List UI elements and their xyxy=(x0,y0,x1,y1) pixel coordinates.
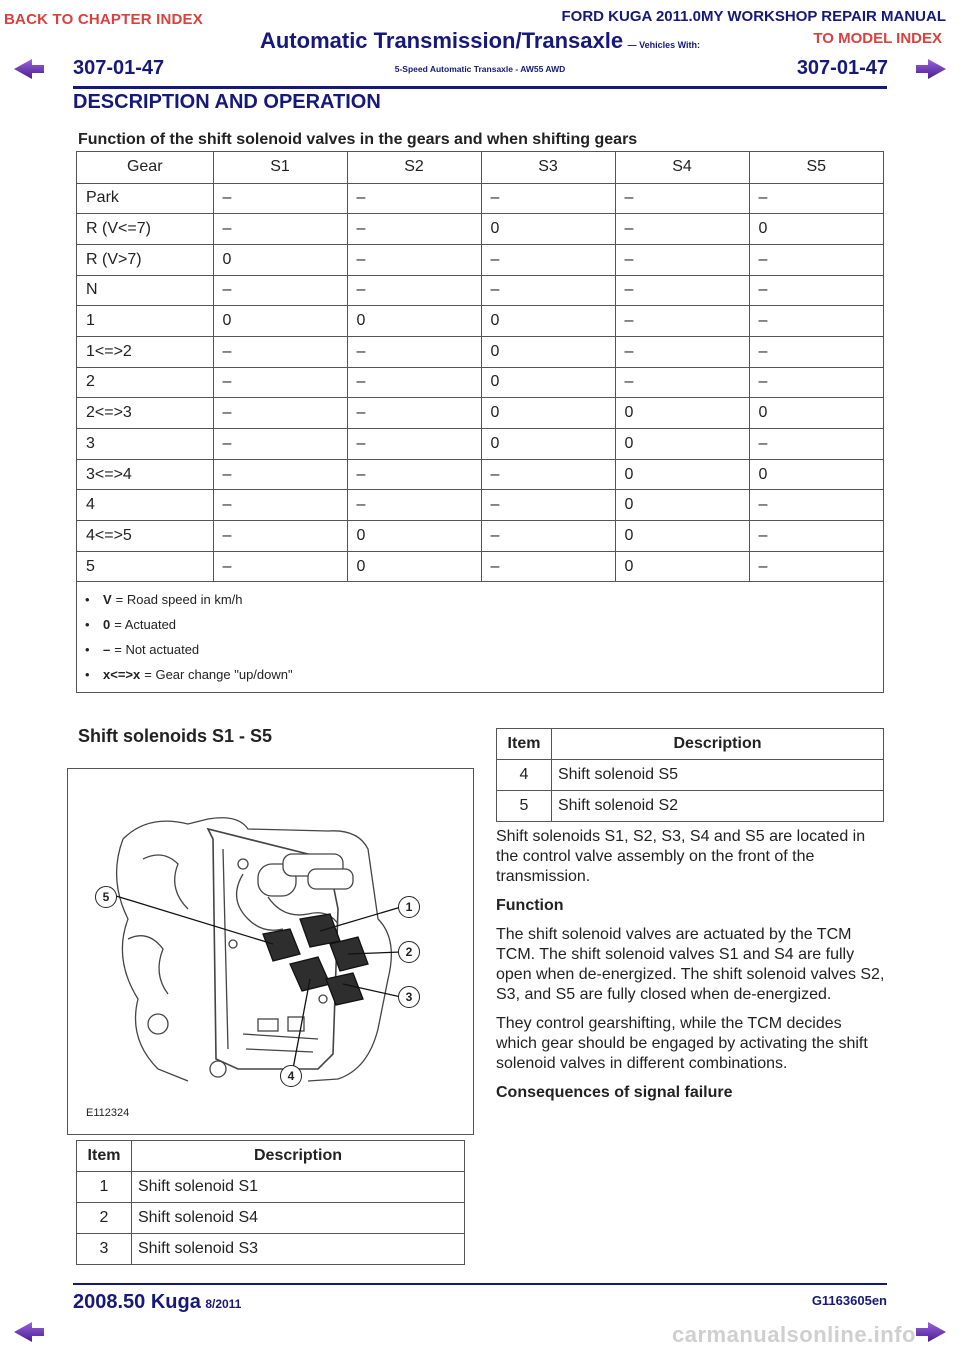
solenoid-state-cell: 0 xyxy=(615,429,749,460)
item-description: Shift solenoid S2 xyxy=(552,791,884,822)
gear-cell: 1 xyxy=(77,306,213,337)
body-text xyxy=(496,827,886,1112)
solenoid-state-cell: – xyxy=(213,521,347,552)
legend-key: – xyxy=(103,642,111,658)
column-header-gear: Gear xyxy=(77,152,213,183)
item-number: 4 xyxy=(497,760,552,791)
bullet-icon: • xyxy=(85,642,90,658)
table-legend xyxy=(77,582,883,687)
item-description: Shift solenoid S3 xyxy=(132,1234,465,1265)
item-number: 3 xyxy=(77,1234,132,1265)
solenoid-state-cell: – xyxy=(347,244,481,275)
solenoid-state-cell: 0 xyxy=(615,459,749,490)
table-row xyxy=(77,306,883,337)
solenoid-state-cell: – xyxy=(213,183,347,214)
solenoid-state-cell: 0 xyxy=(615,521,749,552)
gear-cell: 3 xyxy=(77,429,213,460)
back-to-chapter-index-link[interactable]: BACK TO CHAPTER INDEX xyxy=(4,11,203,28)
table-row xyxy=(77,429,883,460)
table-row xyxy=(77,521,883,552)
solenoid-state-cell: – xyxy=(213,551,347,582)
item-description: Shift solenoid S5 xyxy=(552,760,884,791)
solenoid-state-cell: – xyxy=(749,521,883,552)
solenoid-state-cell: – xyxy=(615,244,749,275)
solenoid-state-cell: 0 xyxy=(481,367,615,398)
solenoid-state-cell: – xyxy=(213,398,347,429)
solenoid-state-cell: – xyxy=(213,214,347,245)
bullet-icon: • xyxy=(85,667,90,683)
solenoid-state-cell: – xyxy=(347,367,481,398)
footer-doc-code: G1163605en xyxy=(811,1293,887,1308)
gear-cell: 4 xyxy=(77,490,213,521)
section-title-sub: — Vehicles With: xyxy=(627,40,701,50)
solenoid-state-cell: – xyxy=(213,459,347,490)
item-description: Shift solenoid S1 xyxy=(132,1172,465,1203)
control-paragraph: They control gearshifting, while the TCM decides which gear should be engaged by activating the shift solenoid valves in different combinations. xyxy=(496,1015,868,1072)
legend-text: = Road speed in km/h xyxy=(115,592,243,608)
solenoid-state-cell: – xyxy=(347,429,481,460)
shift-solenoid-table xyxy=(76,151,884,693)
page-number-right: 307-01-47 xyxy=(796,57,888,79)
legend-key: V xyxy=(103,592,112,608)
gear-cell: Park xyxy=(77,183,213,214)
gear-cell: 1<=>2 xyxy=(77,336,213,367)
solenoid-state-cell: 0 xyxy=(481,398,615,429)
gear-cell: R (V<=7) xyxy=(77,214,213,245)
solenoid-state-cell: 0 xyxy=(749,459,883,490)
bullet-icon: • xyxy=(85,592,90,608)
table-row xyxy=(77,336,883,367)
solenoid-state-cell: – xyxy=(347,183,481,214)
gear-cell: R (V>7) xyxy=(77,244,213,275)
solenoid-state-cell: 0 xyxy=(749,214,883,245)
solenoid-state-cell: – xyxy=(481,275,615,306)
table-row xyxy=(77,398,883,429)
solenoid-state-cell: – xyxy=(347,214,481,245)
table-row xyxy=(77,1203,465,1234)
legend-key: x<=>x xyxy=(103,667,141,683)
item-number: 2 xyxy=(77,1203,132,1234)
solenoid-state-cell: – xyxy=(481,490,615,521)
figure-heading: Shift solenoids S1 - S5 xyxy=(78,726,273,746)
solenoid-state-cell: – xyxy=(481,183,615,214)
legend-text: = Gear change "up/down" xyxy=(144,667,293,683)
column-header-s2: S2 xyxy=(347,152,481,183)
bullet-icon: • xyxy=(85,617,90,633)
column-header-s1: S1 xyxy=(213,152,347,183)
table-row xyxy=(77,214,883,245)
solenoid-state-cell: – xyxy=(213,490,347,521)
solenoid-state-cell: 0 xyxy=(615,551,749,582)
solenoid-state-cell: – xyxy=(615,214,749,245)
to-model-index-link[interactable]: TO MODEL INDEX xyxy=(813,30,942,47)
table-row xyxy=(497,760,884,791)
solenoid-state-cell: 0 xyxy=(213,306,347,337)
next-page-arrow-icon[interactable] xyxy=(914,57,948,81)
solenoid-state-cell: 0 xyxy=(481,306,615,337)
solenoid-state-cell: 0 xyxy=(481,429,615,460)
solenoid-figure xyxy=(67,768,474,1135)
header-rule xyxy=(73,86,887,89)
item-number: 1 xyxy=(77,1172,132,1203)
solenoid-state-cell: 0 xyxy=(481,214,615,245)
prev-page-arrow-icon[interactable] xyxy=(12,57,46,81)
solenoid-state-cell: 0 xyxy=(347,551,481,582)
manual-title: FORD KUGA 2011.0MY WORKSHOP REPAIR MANUAL xyxy=(561,8,946,25)
legend-item xyxy=(85,587,883,612)
callout-5: 5 xyxy=(95,886,117,908)
gear-cell: 2<=>3 xyxy=(77,398,213,429)
gear-cell: 3<=>4 xyxy=(77,459,213,490)
items-header-description: Description xyxy=(132,1141,465,1172)
items-header-item: Item xyxy=(497,729,552,760)
location-paragraph: Shift solenoids S1, S2, S3, S4 and S5 are located in the control valve assembly on the front of the transmission. xyxy=(496,828,866,885)
solenoid-state-cell: – xyxy=(615,275,749,306)
column-header-s5: S5 xyxy=(749,152,883,183)
solenoid-state-cell: – xyxy=(481,551,615,582)
column-header-s3: S3 xyxy=(481,152,615,183)
solenoid-state-cell: – xyxy=(347,336,481,367)
solenoid-state-cell: 0 xyxy=(481,336,615,367)
solenoid-state-cell: – xyxy=(347,275,481,306)
gear-cell: 2 xyxy=(77,367,213,398)
table-row xyxy=(77,244,883,275)
solenoid-state-cell: – xyxy=(481,521,615,552)
solenoid-state-cell: – xyxy=(213,275,347,306)
solenoid-state-cell: – xyxy=(615,306,749,337)
solenoid-state-cell: – xyxy=(213,367,347,398)
page-heading: DESCRIPTION AND OPERATION xyxy=(73,91,381,113)
solenoid-state-cell: 0 xyxy=(615,398,749,429)
items-table-left xyxy=(76,1140,465,1265)
solenoid-state-cell: – xyxy=(347,459,481,490)
item-number: 5 xyxy=(497,791,552,822)
solenoid-state-cell: – xyxy=(347,398,481,429)
callout-1: 1 xyxy=(398,896,420,918)
gear-cell: 5 xyxy=(77,551,213,582)
solenoid-state-cell: – xyxy=(749,275,883,306)
watermark: carmanualsonline.info xyxy=(672,1322,916,1347)
function-heading: Function xyxy=(496,897,564,914)
solenoid-state-cell: – xyxy=(749,183,883,214)
table-row xyxy=(77,275,883,306)
solenoid-state-cell: – xyxy=(749,336,883,367)
table-row xyxy=(77,551,883,582)
gear-cell: 4<=>5 xyxy=(77,521,213,552)
page-number-left: 307-01-47 xyxy=(73,57,165,79)
legend-key: 0 xyxy=(103,617,111,633)
solenoid-state-cell: – xyxy=(749,244,883,275)
callout-2: 2 xyxy=(398,941,420,963)
solenoid-state-cell: 0 xyxy=(347,521,481,552)
table-row xyxy=(77,490,883,521)
legend-item xyxy=(85,637,883,662)
solenoid-state-cell: 0 xyxy=(213,244,347,275)
legend-item xyxy=(85,612,883,637)
section-title-main: Automatic Transmission/Transaxle xyxy=(259,28,624,53)
legend-text: = Not actuated xyxy=(114,642,200,658)
solenoid-state-cell: – xyxy=(615,336,749,367)
solenoid-state-cell: – xyxy=(615,367,749,398)
gear-cell: N xyxy=(77,275,213,306)
item-description: Shift solenoid S4 xyxy=(132,1203,465,1234)
footer-model xyxy=(73,1291,241,1314)
items-header-description: Description xyxy=(552,729,884,760)
solenoid-state-cell: 0 xyxy=(749,398,883,429)
solenoid-state-cell: – xyxy=(347,490,481,521)
items-header-item: Item xyxy=(77,1141,132,1172)
table-caption: Function of the shift solenoid valves in the gears and when shifting gears xyxy=(78,131,638,148)
solenoid-state-cell: – xyxy=(481,459,615,490)
table-row xyxy=(77,183,883,214)
table-row xyxy=(77,459,883,490)
solenoid-state-cell: 0 xyxy=(347,306,481,337)
legend-item xyxy=(85,662,883,687)
footer-model-name: 2008.50 Kuga xyxy=(73,1291,201,1313)
solenoid-state-cell: – xyxy=(749,490,883,521)
function-paragraph: The shift solenoid valves are actuated by the TCM TCM. The shift solenoid valves S1 and S4 are fully open when de-energized. The shift solenoid valves S2, S3, and S5 are fully closed when de-energized. xyxy=(496,926,885,1003)
solenoid-state-cell: – xyxy=(615,183,749,214)
solenoid-state-cell: – xyxy=(213,336,347,367)
solenoid-state-cell: – xyxy=(481,244,615,275)
legend-text: = Actuated xyxy=(114,617,177,633)
section-variant: 5-Speed Automatic Transaxle - AW55 AWD xyxy=(394,64,566,74)
section-title xyxy=(0,28,960,54)
table-row xyxy=(77,1172,465,1203)
solenoid-state-cell: 0 xyxy=(615,490,749,521)
callout-3: 3 xyxy=(398,986,420,1008)
solenoid-state-cell: – xyxy=(749,367,883,398)
prev-page-arrow-icon[interactable] xyxy=(12,1320,46,1344)
footer-rule xyxy=(73,1283,887,1285)
solenoid-state-cell: – xyxy=(213,429,347,460)
table-row xyxy=(497,791,884,822)
footer-date: 8/2011 xyxy=(205,1297,242,1311)
solenoid-state-cell: – xyxy=(749,551,883,582)
solenoid-state-cell: – xyxy=(749,429,883,460)
consequences-heading: Consequences of signal failure xyxy=(496,1084,733,1101)
solenoid-state-cell: – xyxy=(749,306,883,337)
table-row xyxy=(77,367,883,398)
next-page-arrow-icon[interactable] xyxy=(914,1320,948,1344)
figure-id: E112324 xyxy=(86,1107,130,1119)
items-table-right xyxy=(496,728,884,822)
column-header-s4: S4 xyxy=(615,152,749,183)
table-row xyxy=(77,1234,465,1265)
callout-4: 4 xyxy=(280,1065,302,1087)
